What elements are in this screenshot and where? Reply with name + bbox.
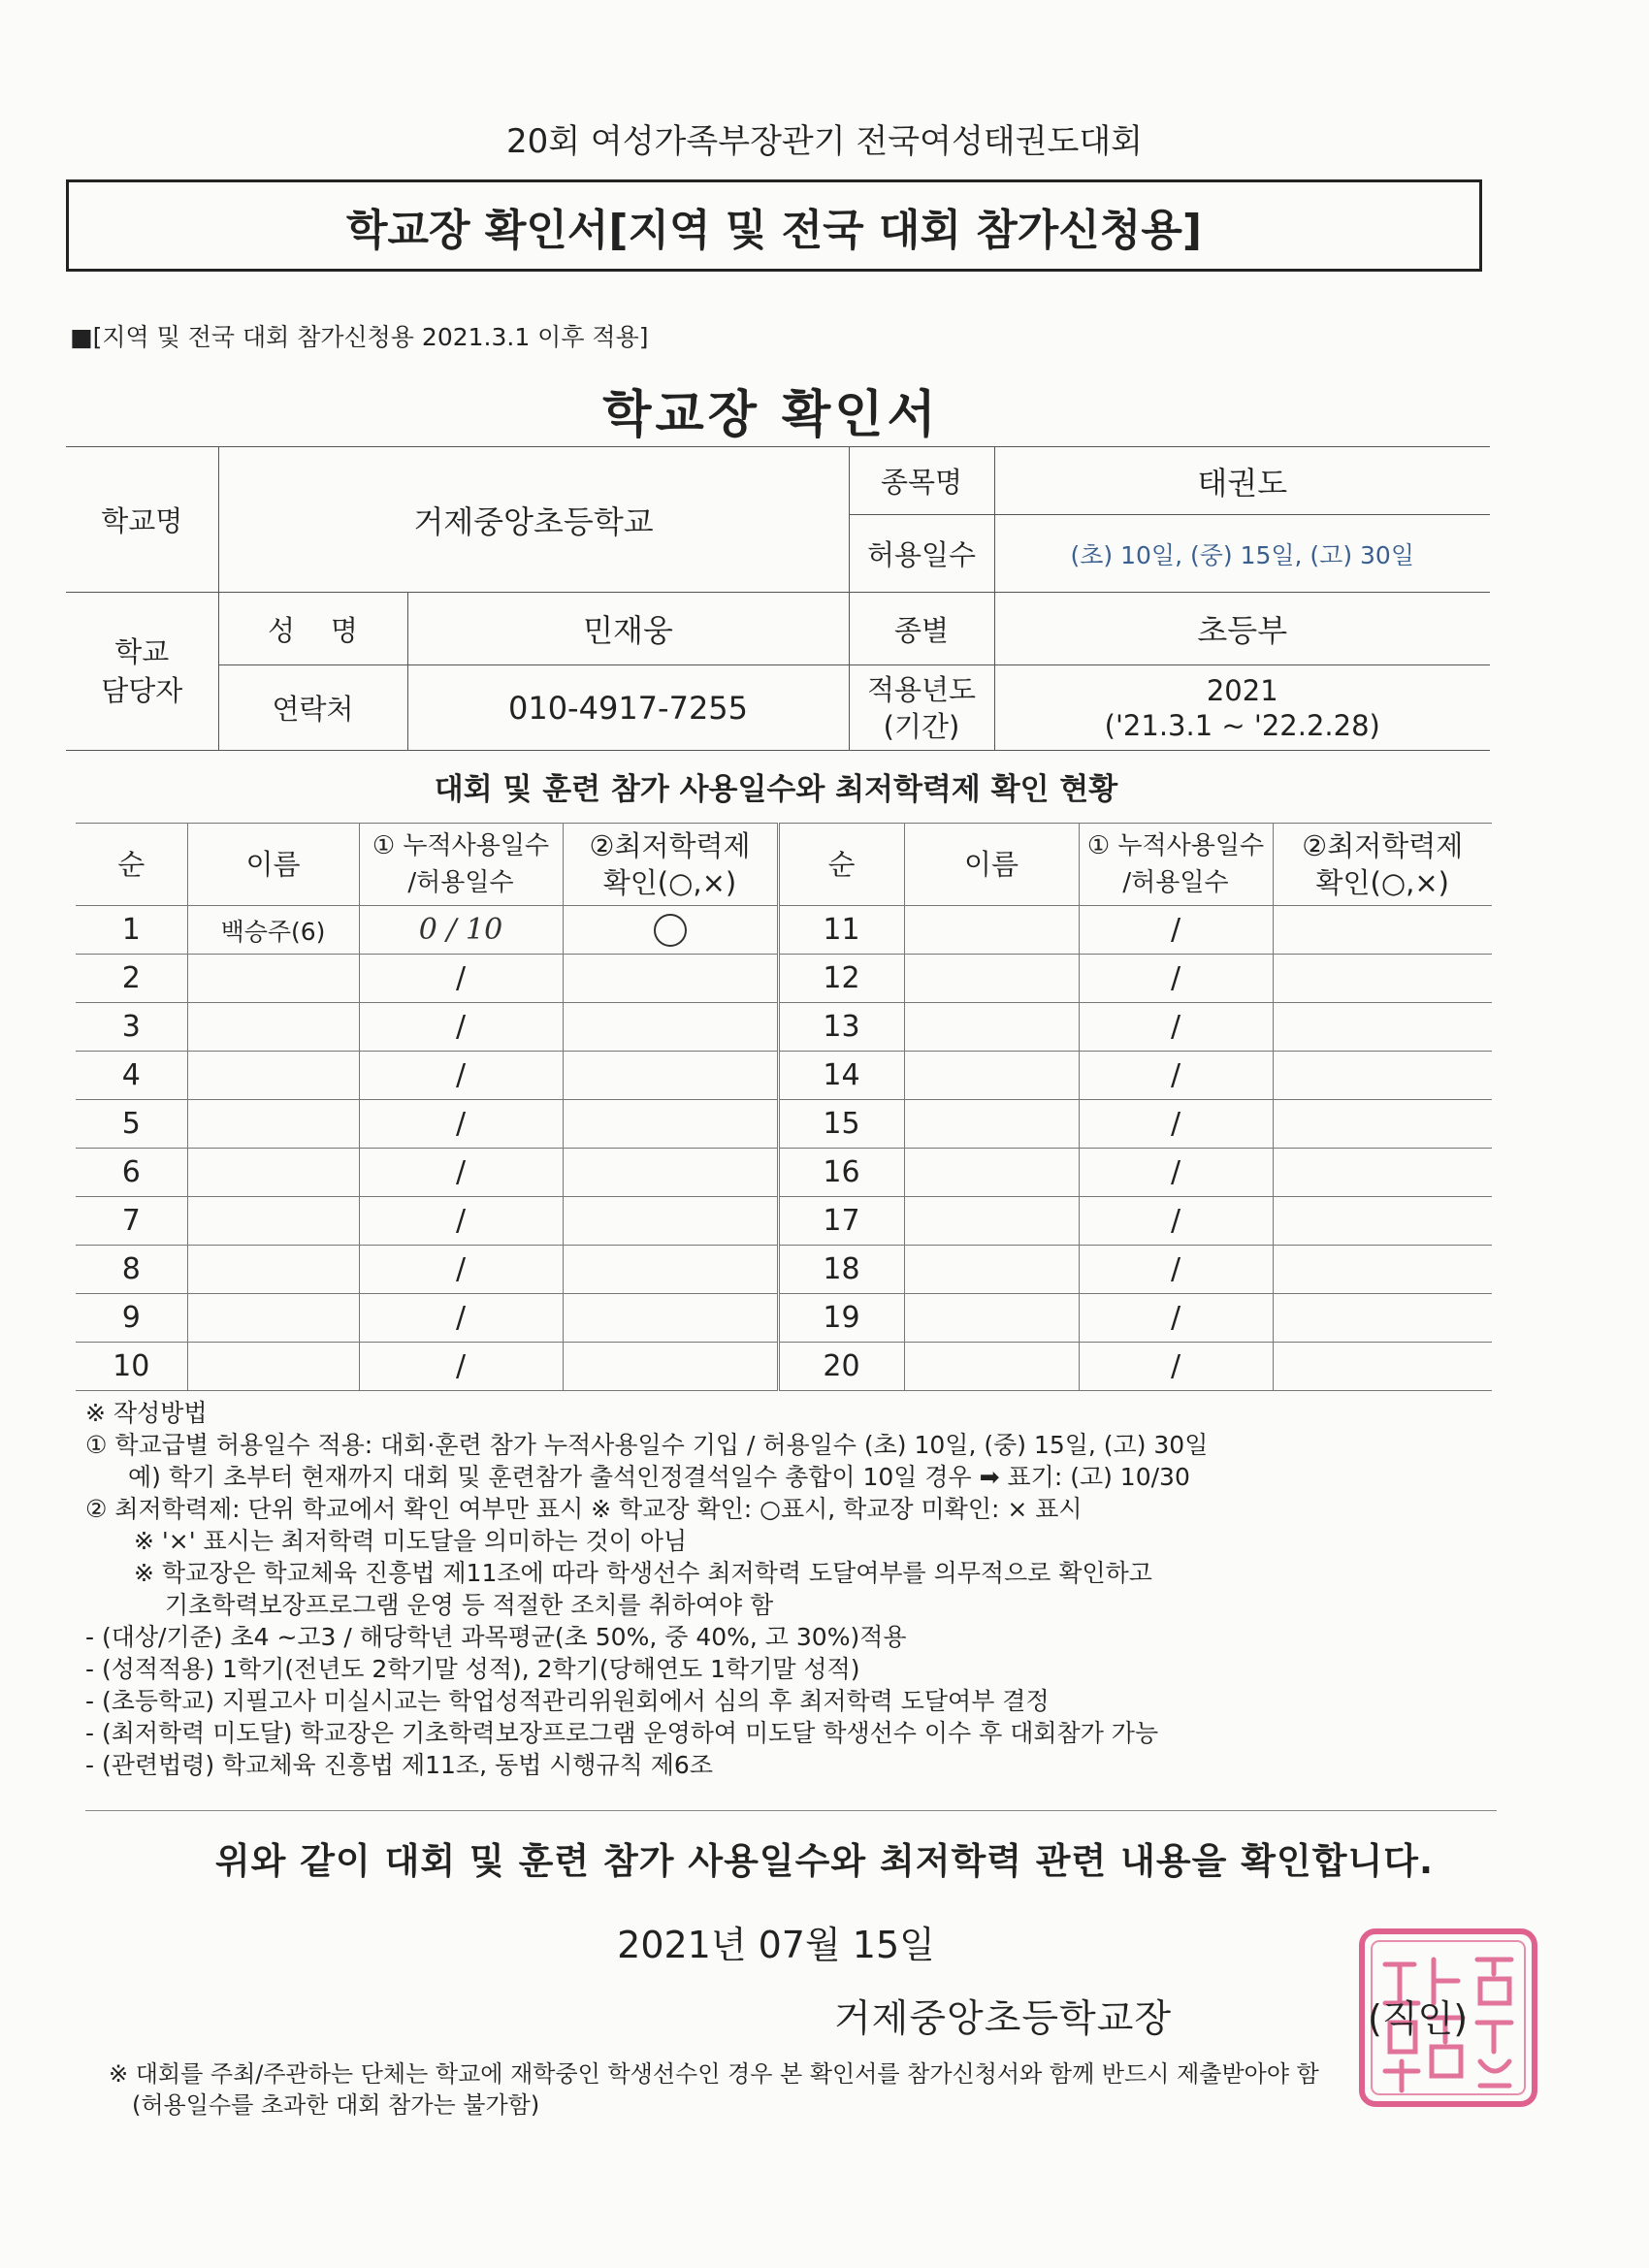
col-no-left: 순 [76,824,187,906]
row-days-text: / [455,1155,467,1189]
row-days-text: / [1170,1058,1181,1092]
row-days-text: / [455,961,467,995]
row-no [778,1003,904,1052]
writing-instructions [85,1397,1511,1781]
row-no [778,1052,904,1100]
row-no [76,955,187,1003]
row-check [1273,1197,1492,1246]
row-name [187,1246,359,1294]
manager-label: 학교 담당자 [66,593,218,751]
usage-status-table [76,823,1492,1391]
year-value-period: ('21.3.1 ~ '22.2.28) [1104,708,1380,742]
row-check [563,1149,778,1197]
row-days [359,1100,563,1149]
row-name [904,1294,1079,1343]
manager-name-value: 민재웅 [407,593,849,665]
col-name-right: 이름 [904,824,1079,906]
status-heading: 대회 및 훈련 참가 사용일수와 최저학력제 확인 현황 [434,772,1118,807]
row-check [1273,1246,1492,1294]
col-check-right: ②최저학력제 확인(○,×) [1273,824,1492,906]
table-row [76,1100,1492,1149]
seal-label: (직인) [1368,1997,1469,2040]
note-item: - (초등학교) 지필고사 미실시교는 학업성적관리위원회에서 심의 후 최저학력 도달여부 결정 [85,1687,1050,1715]
row-days-text: / [455,1252,467,1286]
row-days [1079,955,1273,1003]
row-name [904,906,1079,955]
row-name [904,1197,1079,1246]
row-no-text: 4 [121,1058,141,1092]
school-info-table [66,446,1490,751]
row-check [563,1003,778,1052]
row-name [904,1343,1079,1391]
row-check [563,1100,778,1149]
allowed-days-value: (초) 10일, (중) 15일, (고) 30일 [994,515,1490,593]
row-no-text: 3 [121,1010,141,1044]
row-days [1079,1149,1273,1197]
col-no-right: 순 [778,824,904,906]
row-name [187,1149,359,1197]
table-row [76,1197,1492,1246]
footer-line-1: ※ 대회를 주최/주관하는 단체는 학교에 재학중인 학생선수인 경우 본 확인서를 참가신청서와 함께 반드시 제출받아야 함 [109,2060,1319,2088]
row-no [778,1100,904,1149]
row-no-text: 10 [113,1349,150,1383]
event-title: 20회 여성가족부장관기 전국여성태권도대회 [505,122,1144,161]
note-item: ※ '×' 표시는 최저학력 미도달을 의미하는 것이 아님 [134,1527,688,1555]
confirmed-circle-mark [654,914,687,947]
row-days-text: / [1170,1010,1181,1044]
row-check [1273,955,1492,1003]
row-days [359,1197,563,1246]
principal-name: 거제중앙초등학교장 [834,1997,1173,2041]
note-item: - (관련법령) 학교체육 진흥법 제11조, 동법 시행규칙 제6조 [85,1751,713,1779]
row-no-text: 2 [121,961,141,995]
row-days-text: / [1170,1301,1181,1335]
row-name [904,1149,1079,1197]
row-no-text: 19 [823,1301,860,1335]
note-item: 기초학력보장프로그램 운영 등 적절한 조치를 취하여야 함 [165,1591,774,1619]
document-title-box [66,179,1482,272]
table-header-row [76,824,1492,906]
row-days [1079,1294,1273,1343]
note-item: ① 학교급별 허용일수 적용: 대회·훈련 참가 누적사용일수 기입 / 허용일수 (초) 10일, (중) 15일, (고) 30일 [85,1431,1209,1459]
division-value: 초등부 [994,593,1490,665]
table-row [76,906,1492,955]
divider [85,1810,1497,1811]
row-no-text: 9 [121,1301,141,1335]
row-name [187,1294,359,1343]
row-check [563,955,778,1003]
row-days [359,1003,563,1052]
row-no [76,1100,187,1149]
contact-value: 010-4917-7255 [407,665,849,751]
row-no-text: 13 [823,1010,860,1044]
row-days [359,1294,563,1343]
row-no-text: 12 [823,961,860,995]
form-title: 학교장 확인서 [602,386,940,444]
row-days [1079,906,1273,955]
row-no [76,1197,187,1246]
row-check [563,1343,778,1391]
row-no [76,1246,187,1294]
row-check [563,1197,778,1246]
row-no [778,906,904,955]
table-row [76,955,1492,1003]
row-no-text: 5 [121,1107,141,1141]
row-no [778,1197,904,1246]
year-value [994,665,1490,751]
row-days-text: / [1170,1155,1181,1189]
row-days [1079,1052,1273,1100]
row-days-text: / [455,1349,467,1383]
row-check [1273,1100,1492,1149]
division-label: 종별 [849,593,994,665]
row-no [76,1052,187,1100]
table-row [76,1343,1492,1391]
row-check [563,906,778,955]
row-check [1273,1149,1492,1197]
row-name [904,1100,1079,1149]
row-check [1273,1294,1492,1343]
col-days-left: ① 누적사용일수 /허용일수 [359,824,563,906]
row-days-text: / [1170,1252,1181,1286]
row-no [778,1149,904,1197]
row-no-text: 6 [121,1155,141,1189]
row-name [187,1003,359,1052]
row-check [563,1246,778,1294]
row-days [1079,1003,1273,1052]
table-row [76,1003,1492,1052]
row-name [187,955,359,1003]
row-days-text: / [455,1058,467,1092]
note-item: - (최저학력 미도달) 학교장은 기초학력보장프로그램 운영하여 미도달 학생선수 이수 후 대회참가 가능 [85,1719,1159,1747]
row-check [563,1052,778,1100]
confirmation-statement: 위와 같이 대회 및 훈련 참가 사용일수와 최저학력 관련 내용을 확인합니다. [214,1840,1435,1882]
row-check [1273,906,1492,955]
row-no [76,1003,187,1052]
table-row [76,1246,1492,1294]
row-check [1273,1003,1492,1052]
row-no-text: 16 [823,1155,860,1189]
row-no [76,1294,187,1343]
document-title: 학교장 확인서[지역 및 전국 대회 참가신청용] [346,205,1202,255]
school-name-label: 학교명 [66,447,218,593]
row-name [187,1197,359,1246]
allowed-days-label: 허용일수 [849,515,994,593]
row-no-text: 8 [121,1252,141,1286]
row-no-text: 18 [823,1252,860,1286]
row-no-text: 20 [823,1349,860,1383]
row-days [359,1343,563,1391]
row-no-text: 17 [823,1204,860,1238]
footer-line-2: (허용일수를 초과한 대회 참가는 불가함) [132,2091,540,2119]
note-item: - (대상/기준) 초4 ~고3 / 해당학년 과목평균(초 50%, 중 40%, 고 30%)적용 [85,1623,907,1651]
row-name [187,1052,359,1100]
event-name-value: 태권도 [994,447,1490,515]
row-days [359,1149,563,1197]
row-check [1273,1343,1492,1391]
row-days [359,906,563,955]
col-days-right: ① 누적사용일수 /허용일수 [1079,824,1273,906]
row-check [1273,1052,1492,1100]
note-item: ② 최저학력제: 단위 학교에서 확인 여부만 표시 ※ 학교장 확인: ○표시, 학교장 미확인: × 표시 [85,1495,1083,1523]
row-no-text: 7 [121,1204,141,1238]
row-name [904,1003,1079,1052]
row-name-text: 백승주(6) [220,917,326,946]
row-days [359,1246,563,1294]
row-check [563,1294,778,1343]
table-row [76,1294,1492,1343]
row-no [76,1149,187,1197]
row-no-text: 15 [823,1107,860,1141]
row-days [359,1052,563,1100]
row-days-text: / [1170,1204,1181,1238]
school-name-value: 거제중앙초등학교 [218,447,849,593]
col-name-left: 이름 [187,824,359,906]
row-days-text: / [455,1301,467,1335]
row-days-text: 0 / 10 [418,913,503,947]
row-days [1079,1197,1273,1246]
row-name [187,1100,359,1149]
row-days-text: / [1170,913,1181,947]
year-label: 적용년도 (기간) [849,665,994,751]
row-name [187,1343,359,1391]
issue-date: 2021년 07월 15일 [617,1924,935,1966]
row-name [904,955,1079,1003]
row-no [778,1246,904,1294]
row-no [778,1294,904,1343]
row-no [76,1343,187,1391]
row-no-text: 11 [823,913,860,947]
row-name [904,1052,1079,1100]
row-no [76,906,187,955]
row-days-text: / [455,1010,467,1044]
manager-name-label: 성 명 [218,593,407,665]
row-name [187,906,359,955]
col-check-left: ②최저학력제 확인(○,×) [563,824,778,906]
row-no-text: 1 [121,913,141,947]
footer-note [109,2058,1319,2121]
row-days [1079,1246,1273,1294]
note-item: 예) 학기 초부터 현재까지 대회 및 훈련참가 출석인정결석일수 총합이 10일 경우 ➡ 표기: (고) 10/30 [128,1463,1190,1491]
note-heading: ※ 작성방법 [85,1399,208,1427]
table-row [76,1052,1492,1100]
row-days-text: / [1170,1349,1181,1383]
row-name [904,1246,1079,1294]
note-item: - (성적적용) 1학기(전년도 2학기말 성적), 2학기(당해연도 1학기말 성적) [85,1655,860,1683]
row-days [1079,1100,1273,1149]
row-no-text: 14 [823,1058,860,1092]
row-days-text: / [1170,961,1181,995]
note-item: ※ 학교장은 학교체육 진흥법 제11조에 따라 학생선수 최저학력 도달여부를 의무적으로 확인하고 [134,1559,1152,1587]
row-days [359,955,563,1003]
year-value-year: 2021 [1206,673,1278,707]
table-row [76,1149,1492,1197]
row-no [778,1343,904,1391]
apply-note: ■[지역 및 전국 대회 참가신청용 2021.3.1 이후 적용] [70,323,649,351]
event-name-label: 종목명 [849,447,994,515]
row-days-text: / [455,1204,467,1238]
row-days-text: / [1170,1107,1181,1141]
contact-label: 연락처 [218,665,407,751]
row-days [1079,1343,1273,1391]
row-no [778,955,904,1003]
row-days-text: / [455,1107,467,1141]
